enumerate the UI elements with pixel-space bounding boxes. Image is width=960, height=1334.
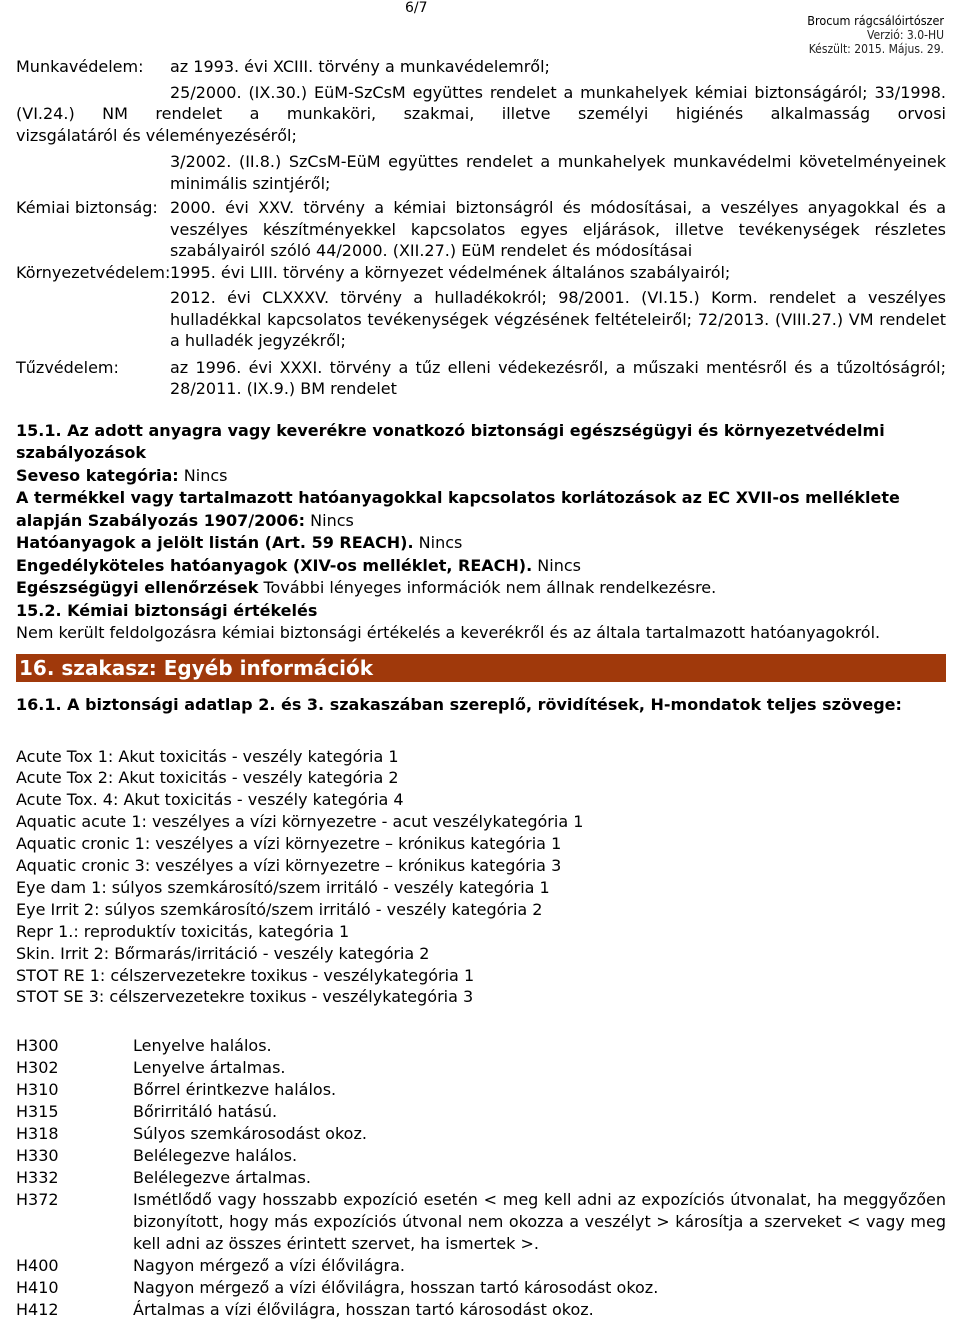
regulation-kemiai [16, 197, 946, 262]
document-body [16, 56, 946, 1321]
list-item: Repr 1.: reproduktív toxicitás, kategória 1 [16, 921, 350, 941]
section-16-title-bar: 16. szakasz: Egyéb információk [16, 654, 946, 682]
h-code: H318 [16, 1124, 59, 1144]
regulation-label: Tűzvédelem: [16, 357, 119, 377]
h-statement-row [16, 1255, 946, 1277]
list-item: Acute Tox 1: Akut toxicitás - veszély kategória 1 [16, 746, 399, 766]
regulation-text: az 1996. évi XXXI. törvény a tűz elleni védekezésről, a műszaki mentésről és a tűzoltóságról; 28/2011. (IX.9.) BM rendelet [170, 357, 946, 398]
h-text: Belélegezve ártalmas. [133, 1168, 311, 1188]
regulation-kornyezet-2: 2012. évi CLXXXV. törvény a hulladékokról; 98/2001. (VI.15.) Korm. rendelet a veszélyes hulladékkal kapcsolatos tevékenységek végzésének feltételeiről; 72/2013. (VIII.27.) VM rendelet a hulladék jegyzékről; [170, 288, 946, 350]
regulation-munkavedelem [16, 56, 946, 78]
product-name: Brocum rágcsálóirtószer [807, 13, 944, 28]
regulation-kornyezet [16, 262, 946, 284]
list-item: Eye Irrit 2: súlyos szemkárosító/szem irritáló - veszély kategória 2 [16, 899, 543, 919]
h-text: Bőrrel érintkezve halálos. [133, 1080, 337, 1100]
h-statement-row [16, 1035, 946, 1057]
h-code: H332 [16, 1168, 59, 1188]
candidate-line [16, 532, 946, 555]
h-code: H330 [16, 1146, 59, 1166]
assessment-text: Nem került feldolgozásra kémiai biztonsági értékelés a keverékről és az általa tartalmazott hatóanyagokról. [16, 623, 881, 642]
section-15-1-heading: 15.1. Az adott anyagra vagy keverékre vonatkozó biztonsági egészségügyi és környezetvédelmi szabályozások [16, 420, 885, 462]
regulation-text: az 1993. évi XCIII. törvény a munkavédelemről; [170, 57, 550, 76]
regulation-text: (VI.24.) NM rendelet a munkaköri, szakmai, illetve személyi higiénés alkalmasság orvosi [16, 104, 946, 123]
candidate-label: Hatóanyagok a jelölt listán (Art. 59 REACH). [16, 533, 414, 552]
section-16-1-heading: 16.1. A biztonsági adatlap 2. és 3. szakaszában szereplő, rövidítések, H-mondatok teljes szövege: [16, 694, 902, 714]
section-15-2-heading: 15.2. Kémiai biztonsági értékelés [16, 600, 318, 620]
regulation-munkavedelem-2-cont [16, 103, 946, 146]
h-code: H400 [16, 1256, 59, 1276]
restriction-line [16, 487, 946, 532]
h-code: H300 [16, 1036, 59, 1056]
regulation-tuz [16, 357, 946, 400]
health-label: Egészségügyi ellenőrzések [16, 578, 259, 597]
list-item: Aquatic cronic 3: veszélyes a vízi környezetre – krónikus kategória 3 [16, 856, 562, 876]
seveso-label: Seveso kategória: [16, 465, 179, 485]
health-line [16, 577, 946, 600]
h-statement-row [16, 1123, 946, 1145]
list-item: Acute Tox 2: Akut toxicitás - veszély kategória 2 [16, 768, 399, 788]
h-code: H302 [16, 1058, 59, 1078]
seveso-value: Nincs [178, 465, 228, 485]
h-statement-row [16, 1299, 946, 1321]
h-statement-row [16, 1167, 946, 1189]
list-item: Aquatic acute 1: veszélyes a vízi környezetre - acut veszélykategória 1 [16, 812, 584, 832]
h-statement-row [16, 1189, 946, 1255]
h-code: H412 [16, 1300, 59, 1320]
authorisation-value: Nincs [532, 555, 581, 575]
version-label: Verzió: 3.0-HU [867, 28, 944, 42]
regulation-text: 2000. évi XXV. törvény a kémiai biztonságról és módosításai, a veszélyes anyagokkal és a veszélyes készítményekkel kapcsolatos egyes eljárások, illetve tevékenységek részletes szabályairól szóló 44/2000. (XII.27.) EüM rendelet és módosításai [170, 198, 946, 260]
regulation-text: vizsgálatáról és véleményezéséről; [16, 125, 297, 145]
h-statement-row [16, 1079, 946, 1101]
h-text: Nagyon mérgező a vízi élővilágra. [133, 1256, 406, 1276]
authorisation-line [16, 555, 946, 578]
list-item: STOT RE 1: célszervezetekre toxikus - veszélykategória 1 [16, 965, 475, 985]
abbreviation-list [16, 746, 946, 1009]
h-statement-row [16, 1101, 946, 1123]
h-statement-row [16, 1277, 946, 1299]
page-number: 6/7 [405, 0, 428, 16]
list-item: Acute Tox. 4: Akut toxicitás - veszély kategória 4 [16, 790, 404, 810]
h-text: Ártalmas a vízi élővilágra, hosszan tartó károsodást okoz. [133, 1300, 594, 1320]
section-15 [16, 420, 946, 645]
h-statement-list [16, 1035, 946, 1321]
regulation-text: 1995. évi LIII. törvény a környezet védelmének általános szabályairól; [170, 262, 731, 282]
h-text: Bőrirritáló hatású. [133, 1102, 278, 1122]
h-code: H410 [16, 1278, 59, 1298]
health-value: További lényeges információk nem állnak rendelkezésre. [258, 578, 717, 597]
regulation-text: 25/2000. (IX.30.) EüM-SzCsM együttes rendelet a munkahelyek kémiai biztonságáról; 33/1998. [170, 82, 946, 102]
authorisation-label: Engedélyköteles hatóanyagok (XIV-os melléklet, REACH). [16, 555, 533, 575]
regulation-munkavedelem-3: 3/2002. (II.8.) SzCsM-EüM együttes rendelet a munkahelyek munkavédelmi követelményeinek minimális szintjéről; [170, 152, 946, 193]
h-code: H310 [16, 1080, 59, 1100]
seveso-line [16, 465, 946, 488]
regulation-label: Környezetvédelem: [16, 262, 171, 282]
restriction-label: A termékkel vagy tartalmazott hatóanyagokkal kapcsolatos korlátozások az EC XVII-os melléklete alapján Szabályozás 1907/2006: [16, 488, 900, 530]
document-header [807, 14, 944, 56]
date-label: Készült: 2015. Május. 29. [808, 42, 944, 56]
candidate-value: Nincs [413, 533, 463, 552]
list-item: STOT SE 3: célszervezetekre toxikus - veszélykategória 3 [16, 987, 474, 1007]
h-code: H372 [16, 1190, 59, 1210]
h-text: Lenyelve halálos. [133, 1036, 272, 1056]
h-code: H315 [16, 1102, 59, 1122]
regulation-munkavedelem-2 [170, 82, 946, 104]
list-item: Skin. Irrit 2: Bőrmarás/irritáció - veszély kategória 2 [16, 943, 430, 963]
h-text: Lenyelve ártalmas. [133, 1058, 286, 1078]
restriction-value: Nincs [305, 510, 354, 530]
list-item: Eye dam 1: súlyos szemkárosító/szem irritáló - veszély kategória 1 [16, 877, 550, 897]
regulation-label: Munkavédelem: [16, 57, 144, 76]
h-text: Nagyon mérgező a vízi élővilágra, hosszan tartó károsodást okoz. [133, 1278, 659, 1298]
h-text: Súlyos szemkárosodást okoz. [133, 1124, 367, 1144]
h-text: Belélegezve halálos. [133, 1146, 298, 1166]
list-item: Aquatic cronic 1: veszélyes a vízi környezetre – krónikus kategória 1 [16, 834, 562, 854]
h-text: Ismétlődő vagy hosszabb expozíció esetén < meg kell adni az expozíciós útvonalat, ha meggyőzően bizonyított, hogy más expozíciós útvonal nem okozza a veszélyt > károsítja a szerveket < vagy meg kell adni az összes érintett szervet, ha ismertek >. [133, 1190, 946, 1254]
h-statement-row [16, 1057, 946, 1079]
h-statement-row [16, 1145, 946, 1167]
regulation-label: Kémiai biztonság: [16, 198, 158, 217]
